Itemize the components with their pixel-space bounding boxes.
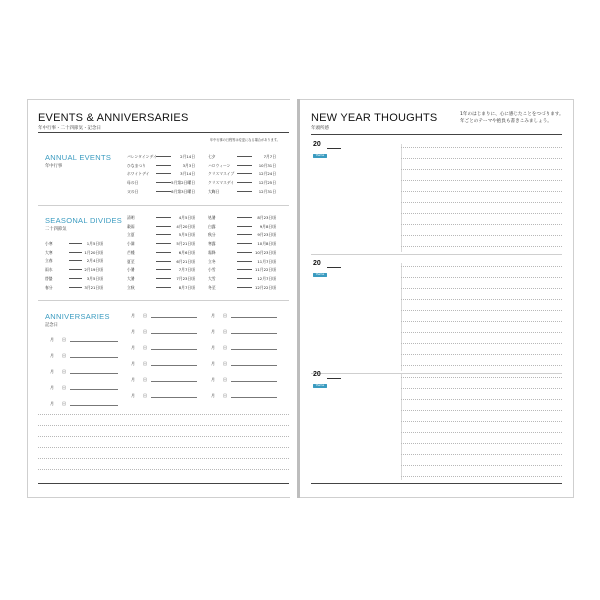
ruled-line: [401, 421, 562, 422]
event-row: [45, 241, 103, 246]
ruled-line: [401, 191, 562, 192]
event-row: [208, 180, 276, 185]
write-line: [231, 381, 277, 382]
event-row: [208, 189, 276, 194]
event-row: [45, 285, 103, 290]
anniversary-entry: [131, 345, 197, 351]
ruled-line: [401, 288, 562, 289]
event-date: 5月第2日曜日: [171, 180, 195, 186]
year-label: 20: [313, 371, 321, 378]
block-divider: [311, 373, 562, 374]
write-line: [231, 317, 277, 318]
leader-line: [156, 234, 171, 235]
event-date: 7月7日頃: [178, 267, 195, 273]
seasonal-divides-subtitle: 二十四節気: [45, 227, 67, 232]
right-bottom-rule: [311, 483, 562, 484]
leader-line: [69, 260, 82, 261]
event-date: 3月3日: [182, 162, 195, 168]
ruled-line: [401, 410, 562, 411]
day-label: 日: [62, 401, 66, 406]
month-label: 月: [131, 345, 135, 350]
event-name: 啓蟄: [45, 275, 53, 281]
month-label: 月: [211, 313, 215, 318]
day-label: 日: [223, 313, 227, 318]
write-line: [151, 333, 197, 334]
write-line: [231, 365, 277, 366]
leader-line: [237, 191, 252, 192]
annual-events-subtitle: 年中行事: [45, 164, 63, 169]
leader-line: [156, 217, 171, 218]
seasonal-divides-title: SEASONAL DIVIDES: [45, 216, 123, 225]
write-line: [70, 373, 118, 374]
ruled-line: [38, 425, 289, 426]
event-row: [45, 250, 103, 255]
day-label: 日: [223, 345, 227, 350]
leader-line: [237, 252, 252, 253]
ruled-line: [401, 299, 562, 300]
event-name: 夏至: [127, 258, 135, 264]
month-label: 月: [131, 329, 135, 334]
event-row: [208, 241, 276, 246]
event-row: [208, 171, 276, 176]
event-name: 冬至: [208, 284, 216, 290]
block-divider: [311, 254, 562, 255]
event-date: 5月5日頃: [178, 232, 195, 238]
year-fill-line: [327, 148, 341, 149]
event-row: [208, 232, 276, 237]
event-date: 10月8日頃: [257, 241, 276, 247]
month-label: 月: [211, 329, 215, 334]
anniversary-entry: [211, 313, 277, 319]
ruled-line: [401, 365, 562, 366]
event-name: 春分: [45, 284, 53, 290]
write-line: [231, 333, 277, 334]
event-name: 大寒: [45, 249, 53, 255]
event-date: 3月5日頃: [86, 275, 103, 281]
ruled-line: [401, 332, 562, 333]
write-line: [231, 397, 277, 398]
event-name: 霜降: [208, 249, 216, 255]
event-row: [208, 285, 276, 290]
event-row: [208, 267, 276, 272]
leader-line: [237, 182, 252, 183]
anniversary-entry: [211, 329, 277, 335]
month-label: 月: [50, 385, 54, 390]
leader-line: [69, 252, 82, 253]
month-label: 月: [50, 353, 54, 358]
event-name: クリスマスイブ: [208, 171, 235, 177]
leader-line: [156, 287, 171, 288]
event-date: 2月4日頃: [86, 258, 103, 264]
leader-line: [237, 261, 252, 262]
event-date: 3月14日: [180, 171, 195, 177]
month-label: 月: [211, 393, 215, 398]
event-row: [127, 180, 195, 185]
ruled-line: [401, 147, 562, 148]
event-name: 父の日: [127, 188, 139, 194]
event-name: 大晦日: [208, 188, 220, 194]
day-label: 日: [223, 329, 227, 334]
event-row: [127, 250, 195, 255]
leader-line: [156, 261, 171, 262]
month-label: 月: [50, 369, 54, 374]
leader-line: [156, 269, 171, 270]
event-row: [127, 189, 195, 194]
ruled-line: [401, 246, 562, 247]
year-fill-line: [327, 267, 341, 268]
ruled-line: [401, 158, 562, 159]
leader-line: [237, 226, 252, 227]
write-line: [70, 405, 118, 406]
event-name: 白露: [208, 223, 216, 229]
leader-line: [237, 234, 252, 235]
leader-line: [69, 287, 82, 288]
leader-line: [237, 269, 252, 270]
events-subtitle: 年中行事・二十四節気・記念日: [38, 126, 101, 131]
ruled-line: [401, 266, 562, 267]
theme-badge: theme: [313, 384, 327, 388]
leader-line: [237, 243, 252, 244]
ruled-line: [401, 388, 562, 389]
event-row: [45, 258, 103, 263]
leader-line: [156, 156, 171, 157]
month-label: 月: [131, 393, 135, 398]
day-label: 日: [62, 353, 66, 358]
write-line: [70, 357, 118, 358]
month-label: 月: [211, 345, 215, 350]
anniversary-entry: [50, 385, 118, 391]
month-label: 月: [211, 377, 215, 382]
leader-line: [156, 278, 171, 279]
event-row: [208, 259, 276, 264]
event-name: ハロウィーン: [208, 162, 231, 168]
event-date: 10月23日頃: [254, 249, 276, 255]
leader-line: [156, 226, 171, 227]
event-date: 12月22日頃: [254, 284, 276, 290]
event-row: [208, 154, 276, 159]
event-date: 9月8日頃: [259, 223, 276, 229]
event-row: [127, 163, 195, 168]
event-date: 10月31日: [258, 162, 276, 168]
event-row: [45, 276, 103, 281]
event-date: 8月7日頃: [178, 284, 195, 290]
annual-divider: [38, 205, 289, 206]
event-date: 2月14日: [180, 154, 195, 159]
ruled-line: [38, 436, 289, 437]
ruled-line: [401, 377, 562, 378]
event-date: 12月24日: [258, 171, 276, 177]
event-date: 11月7日頃: [257, 258, 276, 264]
leader-line: [69, 243, 82, 244]
anniversary-entry: [50, 369, 118, 375]
ruled-line: [401, 432, 562, 433]
anniversary-entry: [50, 353, 118, 359]
ruled-line: [401, 213, 562, 214]
event-name: 清明: [127, 215, 135, 220]
ruled-line: [401, 202, 562, 203]
event-name: 寒露: [208, 241, 216, 247]
anniversary-entry: [211, 393, 277, 399]
leader-line: [156, 165, 171, 166]
month-label: 月: [131, 313, 135, 318]
event-name: 小満: [127, 241, 135, 247]
event-row: [127, 154, 195, 159]
schedule-note: 年中行事の日程等は変更になる場合があります。: [210, 138, 280, 142]
day-label: 日: [223, 393, 227, 398]
event-name: 小雪: [208, 267, 216, 273]
event-name: 芒種: [127, 249, 135, 255]
event-name: バレンタインデイ: [127, 154, 157, 159]
event-date: 12月25日: [258, 180, 276, 186]
event-date: 4月20日頃: [176, 223, 195, 229]
event-name: 立夏: [127, 232, 135, 238]
event-name: 立冬: [208, 258, 216, 264]
anniversaries-title: ANNIVERSARIES: [45, 312, 110, 321]
year-fill-line: [327, 378, 341, 379]
event-date: 7月7日: [263, 154, 276, 159]
event-date: 2月19日頃: [84, 267, 103, 273]
intro-line-1: 1年のはじまりに、心に感じたことをつづります。: [460, 112, 564, 117]
anniversary-entry: [211, 377, 277, 383]
anniversary-entry: [50, 337, 118, 343]
header-rule: [38, 132, 289, 133]
month-label: 月: [211, 361, 215, 366]
event-row: [208, 215, 276, 220]
day-label: 日: [143, 345, 147, 350]
event-row: [127, 241, 195, 246]
event-date: 3月21日頃: [84, 284, 103, 290]
event-date: 9月23日頃: [257, 232, 276, 238]
day-label: 日: [143, 361, 147, 366]
ruled-line: [401, 465, 562, 466]
month-label: 月: [131, 377, 135, 382]
anniversary-entry: [131, 329, 197, 335]
leader-line: [237, 278, 252, 279]
event-name: 大雪: [208, 275, 216, 281]
ruled-line: [38, 414, 289, 415]
event-row: [127, 276, 195, 281]
leader-line: [156, 252, 171, 253]
new-year-thoughts-title: NEW YEAR THOUGHTS: [311, 112, 438, 124]
leader-line: [156, 182, 171, 183]
leader-line: [69, 269, 82, 270]
event-row: [208, 224, 276, 229]
day-label: 日: [223, 377, 227, 382]
ruled-line: [401, 169, 562, 170]
ruled-line: [401, 310, 562, 311]
ruled-line: [38, 447, 289, 448]
ruled-line: [401, 224, 562, 225]
event-row: [127, 267, 195, 272]
write-line: [151, 397, 197, 398]
leader-line: [156, 191, 171, 192]
anniversary-entry: [131, 313, 197, 319]
month-label: 月: [50, 337, 54, 342]
leader-line: [156, 173, 171, 174]
event-row: [127, 232, 195, 237]
ruled-line: [401, 277, 562, 278]
anniversaries-subtitle: 記念日: [45, 323, 58, 328]
event-date: 7月23日頃: [176, 275, 195, 281]
event-name: 大暑: [127, 275, 135, 281]
write-line: [231, 349, 277, 350]
event-name: 小寒: [45, 241, 53, 246]
event-date: 4月5日頃: [178, 215, 195, 220]
write-line: [70, 341, 118, 342]
event-date: 8月23日頃: [257, 215, 276, 220]
book-gutter: [297, 99, 300, 498]
event-name: 七夕: [208, 154, 216, 159]
leader-line: [237, 165, 252, 166]
day-label: 日: [223, 361, 227, 366]
ruled-line: [38, 469, 289, 470]
leader-line: [237, 156, 252, 157]
event-name: ホワイトデイ: [127, 171, 150, 177]
theme-badge: theme: [313, 273, 327, 277]
day-label: 日: [62, 385, 66, 390]
day-label: 日: [143, 377, 147, 382]
event-name: 母の日: [127, 180, 139, 186]
event-name: 穀雨: [127, 223, 135, 229]
ruled-line: [401, 443, 562, 444]
day-label: 日: [62, 337, 66, 342]
ruled-line: [401, 476, 562, 477]
event-name: 処暑: [208, 215, 216, 220]
event-row: [208, 276, 276, 281]
event-date: 6月第3日曜日: [171, 188, 195, 194]
event-name: クリスマスデイ: [208, 180, 235, 186]
leader-line: [156, 243, 171, 244]
day-label: 日: [143, 313, 147, 318]
event-name: 秋分: [208, 232, 216, 238]
event-date: 11月22日頃: [254, 267, 276, 273]
anniversary-entry: [131, 377, 197, 383]
event-row: [127, 171, 195, 176]
annual-events-title: ANNUAL EVENTS: [45, 153, 112, 162]
year-label: 20: [313, 141, 321, 148]
leader-line: [237, 287, 252, 288]
leader-line: [237, 173, 252, 174]
event-name: 小暑: [127, 267, 135, 273]
write-line: [151, 349, 197, 350]
anniversary-entry: [211, 361, 277, 367]
ruled-line: [401, 180, 562, 181]
day-label: 日: [143, 393, 147, 398]
anniversary-entry: [131, 361, 197, 367]
left-bottom-rule: [38, 483, 289, 484]
event-name: 立秋: [127, 284, 135, 290]
event-row: [127, 224, 195, 229]
seasonal-divider: [38, 300, 289, 301]
ruled-line: [401, 354, 562, 355]
year-label: 20: [313, 260, 321, 267]
event-date: 6月6日頃: [178, 249, 195, 255]
anniversary-entry: [211, 345, 277, 351]
event-date: 12月31日: [258, 188, 276, 194]
right-header-rule: [311, 134, 562, 135]
write-line: [151, 381, 197, 382]
ruled-line: [401, 343, 562, 344]
anniversary-entry: [50, 401, 118, 407]
event-name: ひなまつり: [127, 162, 146, 168]
events-title: EVENTS & ANNIVERSARIES: [38, 112, 189, 124]
theme-badge: theme: [313, 154, 327, 158]
ruled-line: [401, 454, 562, 455]
event-name: 立春: [45, 258, 53, 264]
day-label: 日: [62, 369, 66, 374]
write-line: [151, 365, 197, 366]
ruled-line: [38, 458, 289, 459]
write-line: [70, 389, 118, 390]
ruled-line: [401, 235, 562, 236]
event-row: [45, 267, 103, 272]
event-row: [208, 163, 276, 168]
event-date: 12月7日頃: [257, 275, 276, 281]
write-line: [151, 317, 197, 318]
day-label: 日: [143, 329, 147, 334]
event-date: 1月20日頃: [84, 249, 103, 255]
event-row: [127, 259, 195, 264]
intro-line-2: 年ごとのテーマや抱負も書きこみましょう。: [460, 119, 552, 124]
event-date: 1月5日頃: [86, 241, 103, 246]
event-name: 雨水: [45, 267, 53, 273]
event-date: 5月21日頃: [176, 241, 195, 247]
ruled-line: [401, 399, 562, 400]
ruled-line: [401, 321, 562, 322]
new-year-thoughts-subtitle: 年頭所感: [311, 126, 329, 131]
event-row: [127, 285, 195, 290]
event-row: [127, 215, 195, 220]
month-label: 月: [131, 361, 135, 366]
month-label: 月: [50, 401, 54, 406]
leader-line: [69, 278, 82, 279]
anniversary-entry: [131, 393, 197, 399]
event-row: [208, 250, 276, 255]
event-date: 6月21日頃: [176, 258, 195, 264]
leader-line: [237, 217, 252, 218]
